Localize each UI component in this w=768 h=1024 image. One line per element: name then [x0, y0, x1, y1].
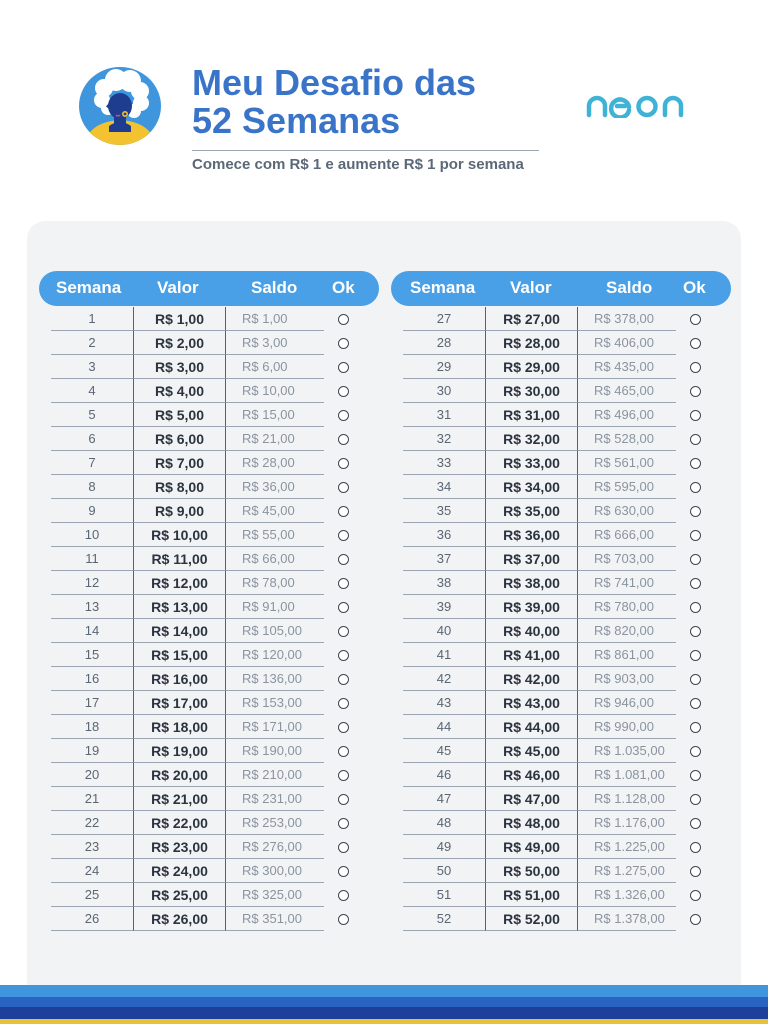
table-row	[39, 475, 379, 499]
header-balance: Saldo	[606, 278, 653, 297]
ok-checkbox[interactable]	[690, 746, 701, 757]
running-balance: R$ 666,00	[578, 523, 676, 547]
week-number: 9	[51, 499, 133, 523]
ok-checkbox[interactable]	[338, 410, 349, 421]
week-number: 29	[403, 355, 485, 379]
running-balance: R$ 136,00	[226, 667, 324, 691]
running-balance: R$ 378,00	[578, 307, 676, 331]
table-row	[39, 355, 379, 379]
week-number: 3	[51, 355, 133, 379]
header-value: Valor	[510, 278, 552, 297]
table-row	[39, 787, 379, 811]
weekly-value: R$ 25,00	[133, 883, 226, 907]
week-number: 18	[51, 715, 133, 739]
running-balance: R$ 820,00	[578, 619, 676, 643]
weekly-value: R$ 52,00	[485, 907, 578, 931]
ok-checkbox[interactable]	[338, 386, 349, 397]
weekly-value: R$ 3,00	[133, 355, 226, 379]
running-balance: R$ 1.035,00	[578, 739, 676, 763]
footer-stripe	[0, 985, 768, 997]
table-row	[391, 595, 731, 619]
ok-checkbox[interactable]	[690, 914, 701, 925]
ok-checkbox[interactable]	[690, 506, 701, 517]
weekly-value: R$ 27,00	[485, 307, 578, 331]
weekly-value: R$ 13,00	[133, 595, 226, 619]
week-number: 12	[51, 571, 133, 595]
running-balance: R$ 435,00	[578, 355, 676, 379]
ok-checkbox[interactable]	[338, 770, 349, 781]
running-balance: R$ 36,00	[226, 475, 324, 499]
ok-checkbox[interactable]	[690, 482, 701, 493]
week-number: 28	[403, 331, 485, 355]
week-number: 46	[403, 763, 485, 787]
title-line-1: Meu Desafio das	[192, 62, 477, 103]
page-subtitle: Comece com R$ 1 e aumente R$ 1 por semana	[192, 156, 524, 173]
weekly-value: R$ 10,00	[133, 523, 226, 547]
weekly-value: R$ 2,00	[133, 331, 226, 355]
weeks-table-27-52	[391, 271, 731, 927]
week-number: 50	[403, 859, 485, 883]
table-row	[39, 667, 379, 691]
running-balance: R$ 21,00	[226, 427, 324, 451]
ok-checkbox[interactable]	[690, 578, 701, 589]
table-row	[391, 619, 731, 643]
ok-checkbox[interactable]	[338, 362, 349, 373]
week-number: 49	[403, 835, 485, 859]
table-row	[39, 883, 379, 907]
weekly-value: R$ 14,00	[133, 619, 226, 643]
weekly-value: R$ 28,00	[485, 331, 578, 355]
ok-checkbox[interactable]	[338, 314, 349, 325]
ok-checkbox[interactable]	[690, 554, 701, 565]
ok-checkbox[interactable]	[338, 674, 349, 685]
running-balance: R$ 28,00	[226, 451, 324, 475]
table-row	[391, 451, 731, 475]
weekly-value: R$ 12,00	[133, 571, 226, 595]
ok-checkbox[interactable]	[690, 338, 701, 349]
week-number: 5	[51, 403, 133, 427]
weekly-value: R$ 4,00	[133, 379, 226, 403]
weekly-value: R$ 34,00	[485, 475, 578, 499]
week-number: 42	[403, 667, 485, 691]
header-week: Semana	[56, 278, 122, 297]
table-row	[39, 499, 379, 523]
week-number: 35	[403, 499, 485, 523]
table-row	[39, 379, 379, 403]
running-balance: R$ 153,00	[226, 691, 324, 715]
week-number: 1	[51, 307, 133, 331]
ok-checkbox[interactable]	[338, 650, 349, 661]
running-balance: R$ 6,00	[226, 355, 324, 379]
table-row	[391, 667, 731, 691]
week-number: 52	[403, 907, 485, 931]
table-row	[39, 763, 379, 787]
weekly-value: R$ 35,00	[485, 499, 578, 523]
ok-checkbox[interactable]	[338, 842, 349, 853]
ok-checkbox[interactable]	[338, 338, 349, 349]
table-row	[391, 883, 731, 907]
ok-checkbox[interactable]	[338, 506, 349, 517]
weekly-value: R$ 44,00	[485, 715, 578, 739]
avatar-illustration-icon	[78, 66, 162, 146]
weekly-value: R$ 24,00	[133, 859, 226, 883]
week-number: 37	[403, 547, 485, 571]
week-number: 15	[51, 643, 133, 667]
running-balance: R$ 780,00	[578, 595, 676, 619]
running-balance: R$ 91,00	[226, 595, 324, 619]
ok-checkbox[interactable]	[338, 890, 349, 901]
weekly-value: R$ 16,00	[133, 667, 226, 691]
weekly-value: R$ 8,00	[133, 475, 226, 499]
weekly-value: R$ 43,00	[485, 691, 578, 715]
ok-checkbox[interactable]	[690, 362, 701, 373]
table-row	[39, 523, 379, 547]
table-row	[39, 427, 379, 451]
running-balance: R$ 496,00	[578, 403, 676, 427]
ok-checkbox[interactable]	[338, 626, 349, 637]
running-balance: R$ 210,00	[226, 763, 324, 787]
running-balance: R$ 1.128,00	[578, 787, 676, 811]
table-row	[391, 739, 731, 763]
running-balance: R$ 1.275,00	[578, 859, 676, 883]
weekly-value: R$ 46,00	[485, 763, 578, 787]
week-number: 40	[403, 619, 485, 643]
running-balance: R$ 1.326,00	[578, 883, 676, 907]
weekly-value: R$ 38,00	[485, 571, 578, 595]
week-number: 22	[51, 811, 133, 835]
table-row	[391, 787, 731, 811]
header-value: Valor	[157, 278, 199, 297]
header-balance: Saldo	[251, 278, 298, 297]
weekly-value: R$ 15,00	[133, 643, 226, 667]
weekly-value: R$ 22,00	[133, 811, 226, 835]
title-line-2: 52 Semanas	[192, 100, 401, 141]
table-row	[39, 691, 379, 715]
week-number: 4	[51, 379, 133, 403]
running-balance: R$ 406,00	[578, 331, 676, 355]
running-balance: R$ 300,00	[226, 859, 324, 883]
running-balance: R$ 630,00	[578, 499, 676, 523]
neon-logo	[585, 94, 689, 118]
table-row	[39, 595, 379, 619]
ok-checkbox[interactable]	[690, 818, 701, 829]
ok-checkbox[interactable]	[690, 722, 701, 733]
weekly-value: R$ 36,00	[485, 523, 578, 547]
table-header	[391, 271, 731, 306]
ok-checkbox[interactable]	[338, 746, 349, 757]
table-row	[39, 907, 379, 931]
running-balance: R$ 120,00	[226, 643, 324, 667]
week-number: 19	[51, 739, 133, 763]
table-row	[39, 571, 379, 595]
week-number: 34	[403, 475, 485, 499]
week-number: 33	[403, 451, 485, 475]
ok-checkbox[interactable]	[338, 914, 349, 925]
running-balance: R$ 171,00	[226, 715, 324, 739]
header-week: Semana	[410, 278, 476, 297]
table-row	[39, 451, 379, 475]
ok-checkbox[interactable]	[690, 410, 701, 421]
ok-checkbox[interactable]	[690, 458, 701, 469]
ok-checkbox[interactable]	[338, 698, 349, 709]
weekly-value: R$ 17,00	[133, 691, 226, 715]
week-number: 27	[403, 307, 485, 331]
table-row	[391, 427, 731, 451]
running-balance: R$ 3,00	[226, 331, 324, 355]
weekly-value: R$ 37,00	[485, 547, 578, 571]
running-balance: R$ 253,00	[226, 811, 324, 835]
weekly-value: R$ 29,00	[485, 355, 578, 379]
week-number: 41	[403, 643, 485, 667]
table-row	[39, 811, 379, 835]
running-balance: R$ 231,00	[226, 787, 324, 811]
table-row	[391, 835, 731, 859]
week-number: 43	[403, 691, 485, 715]
table-header	[39, 271, 379, 306]
week-number: 8	[51, 475, 133, 499]
table-row	[39, 739, 379, 763]
running-balance: R$ 66,00	[226, 547, 324, 571]
running-balance: R$ 903,00	[578, 667, 676, 691]
ok-checkbox[interactable]	[338, 794, 349, 805]
table-row	[39, 835, 379, 859]
table-row	[391, 307, 731, 331]
week-number: 32	[403, 427, 485, 451]
header-ok: Ok	[332, 278, 355, 297]
table-row	[39, 307, 379, 331]
table-row	[391, 571, 731, 595]
weeks-table-1-26	[39, 271, 379, 927]
table-row	[391, 715, 731, 739]
week-number: 44	[403, 715, 485, 739]
running-balance: R$ 105,00	[226, 619, 324, 643]
running-balance: R$ 1.176,00	[578, 811, 676, 835]
page-title	[192, 64, 542, 140]
ok-checkbox[interactable]	[690, 434, 701, 445]
weekly-value: R$ 39,00	[485, 595, 578, 619]
running-balance: R$ 465,00	[578, 379, 676, 403]
weekly-value: R$ 40,00	[485, 619, 578, 643]
table-row	[39, 403, 379, 427]
table-row	[391, 907, 731, 931]
ok-checkbox[interactable]	[690, 530, 701, 541]
week-number: 26	[51, 907, 133, 931]
running-balance: R$ 595,00	[578, 475, 676, 499]
weekly-value: R$ 47,00	[485, 787, 578, 811]
running-balance: R$ 1.225,00	[578, 835, 676, 859]
table-row	[39, 859, 379, 883]
ok-checkbox[interactable]	[690, 626, 701, 637]
footer-stripe	[0, 1007, 768, 1019]
weekly-value: R$ 51,00	[485, 883, 578, 907]
table-row	[391, 475, 731, 499]
weekly-value: R$ 41,00	[485, 643, 578, 667]
running-balance: R$ 351,00	[226, 907, 324, 931]
week-number: 38	[403, 571, 485, 595]
running-balance: R$ 561,00	[578, 451, 676, 475]
weekly-value: R$ 50,00	[485, 859, 578, 883]
weekly-value: R$ 26,00	[133, 907, 226, 931]
week-number: 17	[51, 691, 133, 715]
ok-checkbox[interactable]	[338, 458, 349, 469]
table-row	[391, 499, 731, 523]
week-number: 51	[403, 883, 485, 907]
week-number: 20	[51, 763, 133, 787]
ok-checkbox[interactable]	[338, 434, 349, 445]
weekly-value: R$ 7,00	[133, 451, 226, 475]
week-number: 25	[51, 883, 133, 907]
week-number: 11	[51, 547, 133, 571]
running-balance: R$ 78,00	[226, 571, 324, 595]
table-row	[391, 691, 731, 715]
running-balance: R$ 190,00	[226, 739, 324, 763]
header-ok: Ok	[683, 278, 706, 297]
weekly-value: R$ 21,00	[133, 787, 226, 811]
ok-checkbox[interactable]	[690, 842, 701, 853]
week-number: 39	[403, 595, 485, 619]
weekly-value: R$ 33,00	[485, 451, 578, 475]
table-row	[391, 763, 731, 787]
week-number: 30	[403, 379, 485, 403]
running-balance: R$ 990,00	[578, 715, 676, 739]
table-row	[391, 859, 731, 883]
week-number: 14	[51, 619, 133, 643]
ok-checkbox[interactable]	[690, 890, 701, 901]
weekly-value: R$ 42,00	[485, 667, 578, 691]
running-balance: R$ 1.081,00	[578, 763, 676, 787]
footer-stripe	[0, 997, 768, 1007]
table-row	[391, 331, 731, 355]
ok-checkbox[interactable]	[338, 530, 349, 541]
ok-checkbox[interactable]	[690, 794, 701, 805]
weekly-value: R$ 6,00	[133, 427, 226, 451]
footer-stripe	[0, 1019, 768, 1024]
week-number: 31	[403, 403, 485, 427]
ok-checkbox[interactable]	[338, 602, 349, 613]
table-row	[39, 715, 379, 739]
table-row	[391, 643, 731, 667]
running-balance: R$ 703,00	[578, 547, 676, 571]
table-row	[391, 811, 731, 835]
ok-checkbox[interactable]	[690, 770, 701, 781]
weekly-value: R$ 18,00	[133, 715, 226, 739]
title-divider	[192, 150, 539, 151]
table-row	[391, 379, 731, 403]
week-number: 23	[51, 835, 133, 859]
running-balance: R$ 528,00	[578, 427, 676, 451]
week-number: 24	[51, 859, 133, 883]
weekly-value: R$ 11,00	[133, 547, 226, 571]
weekly-value: R$ 31,00	[485, 403, 578, 427]
table-row	[391, 355, 731, 379]
ok-checkbox[interactable]	[690, 698, 701, 709]
running-balance: R$ 325,00	[226, 883, 324, 907]
ok-checkbox[interactable]	[690, 866, 701, 877]
week-number: 7	[51, 451, 133, 475]
ok-checkbox[interactable]	[338, 722, 349, 733]
week-number: 10	[51, 523, 133, 547]
ok-checkbox[interactable]	[690, 602, 701, 613]
weekly-value: R$ 5,00	[133, 403, 226, 427]
running-balance: R$ 55,00	[226, 523, 324, 547]
week-number: 48	[403, 811, 485, 835]
running-balance: R$ 10,00	[226, 379, 324, 403]
week-number: 2	[51, 331, 133, 355]
week-number: 6	[51, 427, 133, 451]
ok-checkbox[interactable]	[338, 554, 349, 565]
ok-checkbox[interactable]	[338, 866, 349, 877]
running-balance: R$ 45,00	[226, 499, 324, 523]
ok-checkbox[interactable]	[338, 818, 349, 829]
table-row	[391, 523, 731, 547]
weekly-value: R$ 20,00	[133, 763, 226, 787]
running-balance: R$ 946,00	[578, 691, 676, 715]
week-number: 21	[51, 787, 133, 811]
ok-checkbox[interactable]	[690, 314, 701, 325]
running-balance: R$ 861,00	[578, 643, 676, 667]
week-number: 13	[51, 595, 133, 619]
table-row	[39, 331, 379, 355]
weekly-value: R$ 30,00	[485, 379, 578, 403]
week-number: 45	[403, 739, 485, 763]
week-number: 16	[51, 667, 133, 691]
table-row	[391, 547, 731, 571]
weekly-value: R$ 49,00	[485, 835, 578, 859]
running-balance: R$ 1,00	[226, 307, 324, 331]
table-row	[391, 403, 731, 427]
table-row	[39, 619, 379, 643]
running-balance: R$ 15,00	[226, 403, 324, 427]
ok-checkbox[interactable]	[338, 482, 349, 493]
weekly-value: R$ 19,00	[133, 739, 226, 763]
week-number: 47	[403, 787, 485, 811]
running-balance: R$ 276,00	[226, 835, 324, 859]
ok-checkbox[interactable]	[690, 674, 701, 685]
weekly-value: R$ 23,00	[133, 835, 226, 859]
running-balance: R$ 1.378,00	[578, 907, 676, 931]
week-number: 36	[403, 523, 485, 547]
weekly-value: R$ 48,00	[485, 811, 578, 835]
weekly-value: R$ 45,00	[485, 739, 578, 763]
ok-checkbox[interactable]	[338, 578, 349, 589]
ok-checkbox[interactable]	[690, 650, 701, 661]
ok-checkbox[interactable]	[690, 386, 701, 397]
table-row	[39, 643, 379, 667]
weekly-value: R$ 32,00	[485, 427, 578, 451]
weekly-value: R$ 9,00	[133, 499, 226, 523]
running-balance: R$ 741,00	[578, 571, 676, 595]
table-row	[39, 547, 379, 571]
weekly-value: R$ 1,00	[133, 307, 226, 331]
